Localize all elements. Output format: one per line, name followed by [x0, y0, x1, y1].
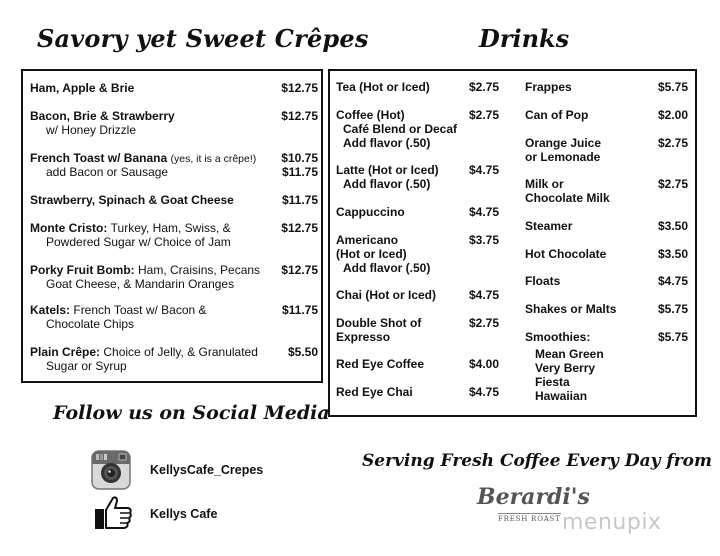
social-heading: Follow us on Social Media — [53, 402, 330, 424]
drink-item-sub: (Hot or Iced) — [336, 247, 407, 261]
drink-item-price: $2.75 — [468, 80, 499, 94]
smoothie-flavor: Hawaiian — [535, 389, 588, 403]
drink-item-price: $2.75 — [657, 177, 688, 191]
crepe-item-price: $11.75 — [281, 303, 318, 317]
drink-item-sub: Add flavor (.50) — [343, 136, 431, 150]
smoothie-flavor: Very Berry — [535, 361, 596, 375]
crepe-item-price: $12.75 — [281, 263, 318, 277]
smoothie-flavor: Mean Green — [535, 347, 604, 361]
menupix-watermark: menupix — [562, 510, 662, 535]
crepe-item-sub: w/ Honey Drizzle — [46, 123, 137, 137]
crepe-item-name — [30, 151, 256, 166]
drink-item-name: Latte (Hot or Iced) — [336, 163, 439, 177]
drink-item-price: $3.50 — [657, 247, 688, 261]
crepe-item-sub: Sugar or Syrup — [46, 359, 127, 373]
drink-item-name: Double Shot of — [336, 316, 422, 330]
instagram-handle[interactable]: KellysCafe_Crepes — [150, 463, 264, 477]
crepe-item-sub-price: $11.75 — [281, 165, 318, 179]
crepe-item-name — [30, 303, 207, 317]
drink-item-price: $2.75 — [468, 108, 499, 122]
crepe-item-name — [30, 345, 258, 359]
crepe-item-name — [30, 221, 231, 235]
instagram-icon[interactable] — [91, 450, 131, 490]
drink-item-name: Red Eye Chai — [336, 385, 413, 399]
drink-item-sub: Expresso — [336, 330, 391, 344]
drink-item-name: Frappes — [525, 80, 572, 94]
crepe-item-name: Ham, Apple & Brie — [30, 81, 135, 95]
drink-item-sub: Add flavor (.50) — [343, 261, 431, 275]
drink-item-name: Steamer — [525, 219, 573, 233]
drink-item-name: Americano — [336, 233, 399, 247]
crepe-item-sub: Chocolate Chips — [46, 317, 135, 331]
drink-item-sub: Add flavor (.50) — [343, 177, 431, 191]
crepe-item-title: French Toast w/ Banana — [30, 151, 168, 165]
drink-item-price: $2.75 — [657, 136, 688, 150]
drink-item-price: $4.00 — [468, 357, 499, 371]
drink-item-name: Coffee (Hot) — [336, 108, 405, 122]
crepe-item-price: $11.75 — [281, 193, 318, 207]
drink-item-price: $5.75 — [657, 330, 688, 344]
drink-item-sub: or Lemonade — [525, 150, 601, 164]
crepe-item-note: (yes, it is a crêpe!) — [170, 153, 257, 165]
crepe-item-title: Porky Fruit Bomb: — [30, 263, 135, 277]
drink-item-price: $4.75 — [468, 385, 499, 399]
crepe-item-price: $5.50 — [287, 345, 318, 359]
drink-item-price: $4.75 — [468, 205, 499, 219]
drink-item-price: $5.75 — [657, 302, 688, 316]
drink-item-name: Red Eye Coffee — [336, 357, 425, 371]
crepe-item-sub: Goat Cheese, & Mandarin Oranges — [46, 277, 235, 291]
drink-item-price: $2.00 — [657, 108, 688, 122]
crepe-item-price: $12.75 — [281, 81, 318, 95]
berardis-logo: Berardi's — [477, 484, 590, 510]
drink-item-name: Tea (Hot or Iced) — [336, 80, 430, 94]
crepe-item-desc: French Toast w/ Bacon & — [73, 303, 207, 317]
drink-item-name: Floats — [525, 274, 561, 288]
crepe-item-title: Monte Cristo: — [30, 221, 108, 235]
crepe-item-name — [30, 263, 260, 277]
smoothie-flavor: Fiesta — [535, 375, 570, 389]
facebook-page-name[interactable]: Kellys Cafe — [150, 507, 218, 521]
crepe-item-sub: Powdered Sugar w/ Choice of Jam — [46, 235, 231, 249]
drink-item-price: $4.75 — [468, 288, 499, 302]
drink-item-price: $4.75 — [468, 163, 499, 177]
drinks-heading: Drinks — [479, 24, 570, 53]
crepe-item-desc: Turkey, Ham, Swiss, & — [110, 221, 231, 235]
drink-item-price: $3.75 — [468, 233, 499, 247]
crepe-item-price: $12.75 — [281, 109, 318, 123]
serving-tagline: Serving Fresh Coffee Every Day from — [362, 451, 712, 471]
drink-item-name: Cappuccino — [336, 205, 405, 219]
crepe-item-desc: Ham, Craisins, Pecans — [138, 263, 261, 277]
facebook-like-icon[interactable] — [93, 495, 133, 531]
drink-item-name: Can of Pop — [525, 108, 589, 122]
crepe-item-title: Katels: — [30, 303, 71, 317]
drink-item-sub: Café Blend or Decaf — [343, 122, 458, 136]
crepe-item-name: Bacon, Brie & Strawberry — [30, 109, 175, 123]
drink-item-sub: Chocolate Milk — [525, 191, 610, 205]
crepe-item-name: Strawberry, Spinach & Goat Cheese — [30, 193, 234, 207]
drink-item-name: Shakes or Malts — [525, 302, 617, 316]
drink-item-name: Smoothies: — [525, 330, 591, 344]
drink-item-price: $3.50 — [657, 219, 688, 233]
crepe-item-desc: Choice of Jelly, & Granulated — [103, 345, 258, 359]
crepe-item-sub: add Bacon or Sausage — [46, 165, 169, 179]
drink-item-name: Milk or — [525, 177, 564, 191]
berardis-logo-sub: FRESH ROAST — [498, 515, 561, 523]
drink-item-price: $4.75 — [657, 274, 688, 288]
crepe-item-price: $10.75 — [281, 151, 318, 165]
crepe-item-title: Plain Crêpe: — [30, 345, 101, 359]
crepes-heading: Savory yet Sweet Crêpes — [37, 24, 369, 53]
drink-item-price: $5.75 — [657, 80, 688, 94]
drink-item-name: Hot Chocolate — [525, 247, 607, 261]
drink-item-name: Orange Juice — [525, 136, 602, 150]
drink-item-name: Chai (Hot or Iced) — [336, 288, 437, 302]
crepe-item-price: $12.75 — [281, 221, 318, 235]
drink-item-price: $2.75 — [468, 316, 499, 330]
